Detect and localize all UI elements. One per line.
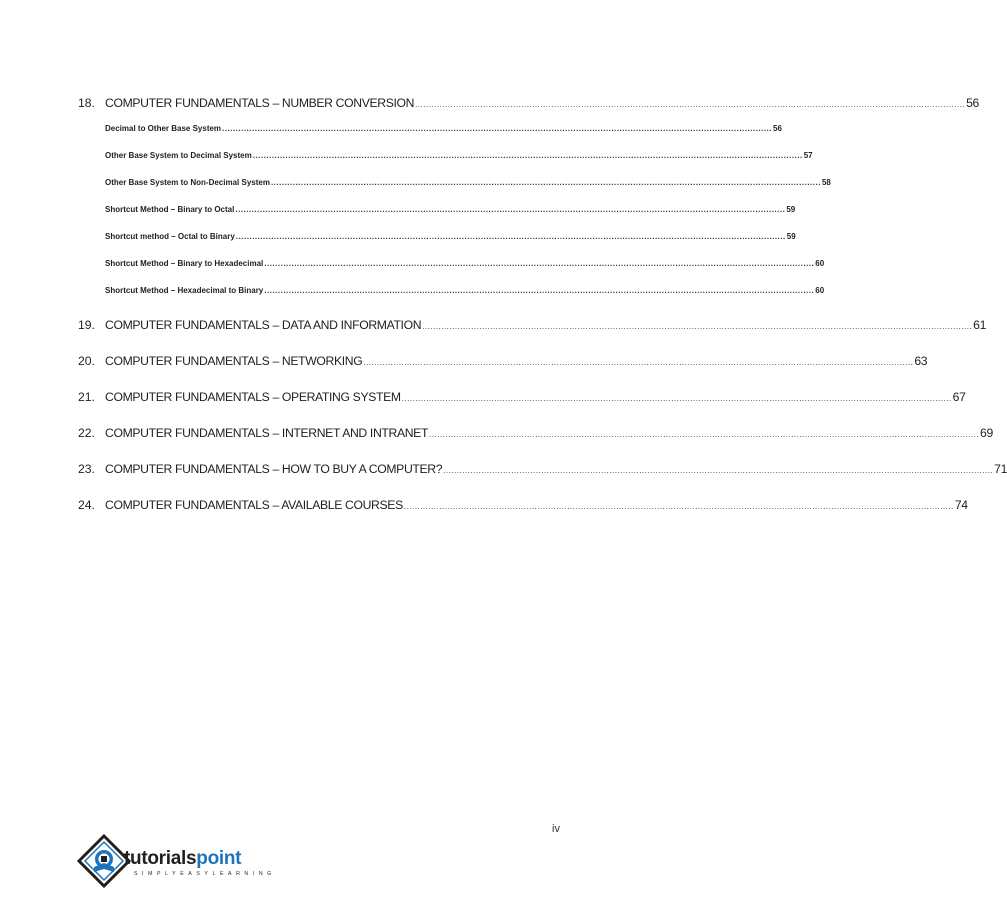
chapter-number: 20. [78,354,95,368]
toc-section[interactable] [105,286,825,297]
section-page: 60 [815,259,825,268]
leader-dots [404,502,954,511]
section-title: Shortcut Method – Hexadecimal to Binary [105,286,264,295]
chapter-title: COMPUTER FUNDAMENTALS – OPERATING SYSTEM [105,390,401,404]
chapter-number: 19. [78,318,95,332]
logo-graphic [76,833,276,889]
toc-section[interactable] [105,124,782,135]
chapter-title: COMPUTER FUNDAMENTALS – INTERNET AND INTRANET [105,426,429,440]
chapter-number: 24. [78,498,95,512]
leader-dots [235,205,785,214]
section-title: Other Base System to Non-Decimal System [105,178,270,187]
chapter-title: COMPUTER FUNDAMENTALS – AVAILABLE COURSES [105,498,403,512]
toc-section[interactable] [105,232,796,243]
chapter-page: 61 [973,318,987,332]
toc-section[interactable] [105,205,796,216]
chapter-title: COMPUTER FUNDAMENTALS – NUMBER CONVERSION [105,96,415,110]
svg-text:SIMPLYEASYLEARNING: SIMPLYEASYLEARNING [134,871,276,877]
svg-text:tutorialspoint: tutorialspoint [124,848,242,869]
toc-chapter-23[interactable] [78,462,1007,478]
toc-chapter-24[interactable] [78,498,968,514]
leader-dots [271,178,821,187]
chapter-page: 67 [952,390,966,404]
leader-dots [443,466,993,475]
chapter-title: COMPUTER FUNDAMENTALS – HOW TO BUY A COMPUTER? [105,462,443,476]
leader-dots [236,232,786,241]
table-of-contents [78,96,1007,514]
leader-dots [253,151,803,160]
section-page: 59 [786,232,796,241]
leader-dots [222,124,772,133]
section-title: Decimal to Other Base System [105,124,222,133]
toc-chapter-22[interactable] [78,426,993,442]
leader-dots [264,259,814,268]
section-title: Shortcut method – Octal to Binary [105,232,235,241]
leader-dots [402,394,952,403]
toc-chapter-20[interactable] [78,354,928,370]
leader-dots [363,358,913,367]
leader-dots [264,286,814,295]
leader-dots [429,430,979,439]
section-page: 57 [803,151,813,160]
section-page: 56 [773,124,782,133]
section-page: 58 [821,178,831,187]
toc-section[interactable] [105,259,825,270]
toc-chapter-19[interactable] [78,318,987,334]
chapter-page: 63 [914,354,928,368]
chapter-number: 23. [78,462,95,476]
chapter-page: 56 [966,96,979,110]
chapter-page: 74 [954,498,968,512]
page-number: iv [552,823,560,835]
section-page: 59 [786,205,796,214]
section-page: 60 [815,286,825,295]
leader-dots [422,322,972,331]
toc-chapter-18[interactable] [78,96,979,112]
toc-section[interactable] [105,151,813,162]
tutorialspoint-logo [76,833,276,889]
chapter-title: COMPUTER FUNDAMENTALS – NETWORKING [105,354,363,368]
toc-section[interactable] [105,178,831,189]
chapter-page: 71 [994,462,1007,476]
section-title: Other Base System to Decimal System [105,151,252,160]
section-title: Shortcut Method – Binary to Octal [105,205,235,214]
chapter-number: 21. [78,390,95,404]
chapter-number: 22. [78,426,95,440]
chapter-page: 69 [980,426,993,440]
chapter-title: COMPUTER FUNDAMENTALS – DATA AND INFORMATION [105,318,422,332]
chapter-number: 18. [78,96,95,110]
leader-dots [415,100,965,109]
toc-chapter-21[interactable] [78,390,966,406]
section-title: Shortcut Method – Binary to Hexadecimal [105,259,264,268]
